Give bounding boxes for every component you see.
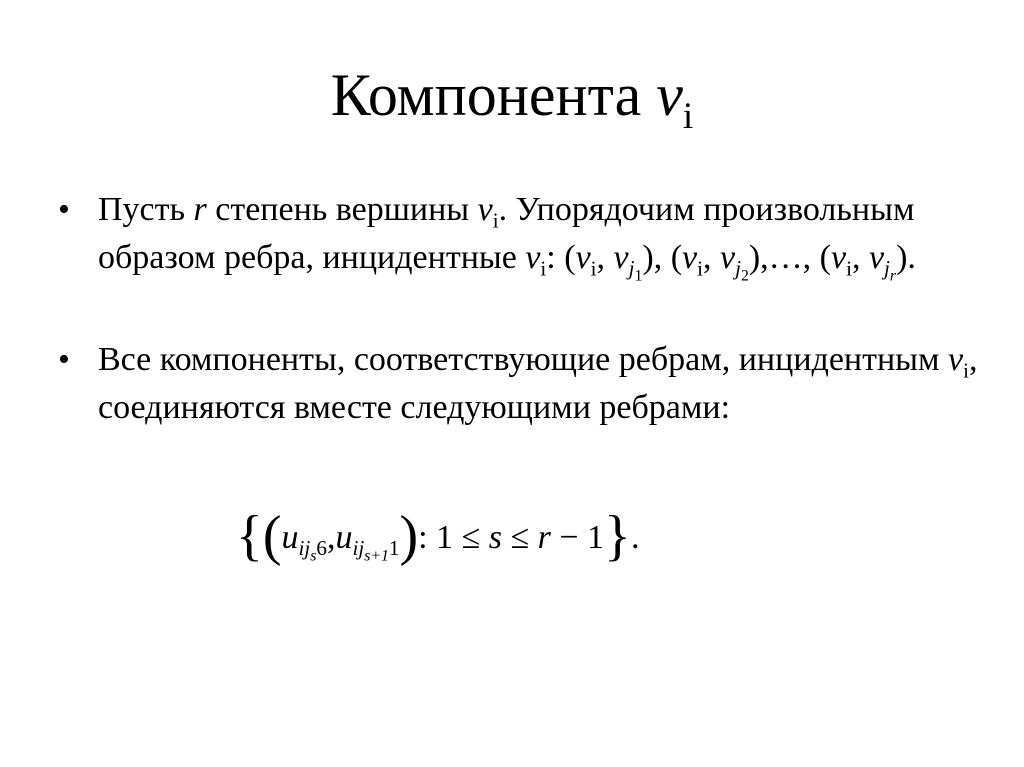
- var-s: s: [488, 519, 502, 556]
- var-r: r: [537, 519, 551, 556]
- var-v: v: [868, 239, 885, 276]
- right-brace: }: [604, 505, 631, 567]
- sub-ijs1: [352, 536, 400, 565]
- sub-2: 2: [740, 267, 749, 285]
- text-span: . Упорядочим произвольным образом ребра, инцидентные: [98, 191, 915, 276]
- sub-i: i: [540, 256, 547, 281]
- text-span: ,: [851, 239, 869, 276]
- var-v: v: [477, 191, 493, 228]
- var-v: v: [525, 239, 541, 276]
- slide-title: [0, 62, 1024, 138]
- sub-ij: ij: [352, 536, 365, 561]
- sub-1: 1: [634, 267, 643, 285]
- left-paren: (: [262, 505, 282, 567]
- sub-i: i: [590, 256, 597, 281]
- sub-j2: [735, 256, 749, 285]
- sub-jr: [884, 256, 897, 285]
- bullet-marker-2: •: [58, 341, 70, 378]
- sub-j: j: [735, 256, 741, 281]
- var-v: v: [613, 239, 629, 276]
- var-u: u: [281, 519, 299, 556]
- text-span: : (: [546, 239, 576, 276]
- period: .: [630, 519, 640, 556]
- text-span: ).: [896, 239, 916, 276]
- colon-one-le: : 1 ≤: [418, 519, 489, 556]
- text-span: ), (: [642, 239, 683, 276]
- bullet-text-1: [98, 186, 998, 285]
- title-text: Компонента: [330, 62, 642, 128]
- sub-i: i: [492, 208, 499, 233]
- le-sign: ≤: [501, 519, 538, 556]
- comma: ,: [326, 519, 336, 556]
- sub-i: i: [846, 256, 852, 281]
- var-v: v: [831, 239, 847, 276]
- sub-6: 6: [316, 536, 327, 561]
- sub-s: s: [310, 547, 317, 565]
- sub-i: i: [697, 256, 703, 281]
- bullet-text-2: [98, 336, 998, 432]
- minus-one: − 1: [550, 519, 605, 556]
- text-span: , соединяются вместе следующими ребрами:: [98, 341, 978, 426]
- sub-1: 1: [388, 536, 400, 561]
- var-u: u: [335, 519, 353, 556]
- var-r: r: [193, 191, 207, 228]
- text-span: ),…, (: [748, 239, 831, 276]
- sub-r: r: [889, 267, 897, 285]
- bullet-marker-1: •: [58, 191, 70, 228]
- text-span: Все компоненты, соответствующие ребрам, инцидентным: [98, 341, 949, 378]
- text-span: ,: [702, 239, 720, 276]
- text-span: ,: [596, 239, 614, 276]
- text-span: Пусть: [98, 191, 194, 228]
- sub-s-plus-1: s+1: [364, 547, 389, 565]
- var-v: v: [948, 341, 964, 378]
- left-brace: {: [236, 505, 263, 567]
- right-paren: ): [399, 505, 419, 567]
- sub-ij: ij: [298, 536, 311, 561]
- title-subscript: i: [682, 96, 694, 138]
- title-variable: v: [656, 62, 683, 128]
- sub-j: j: [884, 256, 890, 281]
- text-span: степень вершины: [206, 191, 478, 228]
- var-v: v: [682, 239, 698, 276]
- sub-ijs: [298, 536, 327, 565]
- sub-j: j: [628, 256, 635, 281]
- sub-j1: [628, 256, 643, 285]
- sub-i: i: [963, 358, 969, 383]
- var-v: v: [575, 239, 591, 276]
- edge-set-formula: [236, 506, 639, 568]
- var-v: v: [719, 239, 736, 276]
